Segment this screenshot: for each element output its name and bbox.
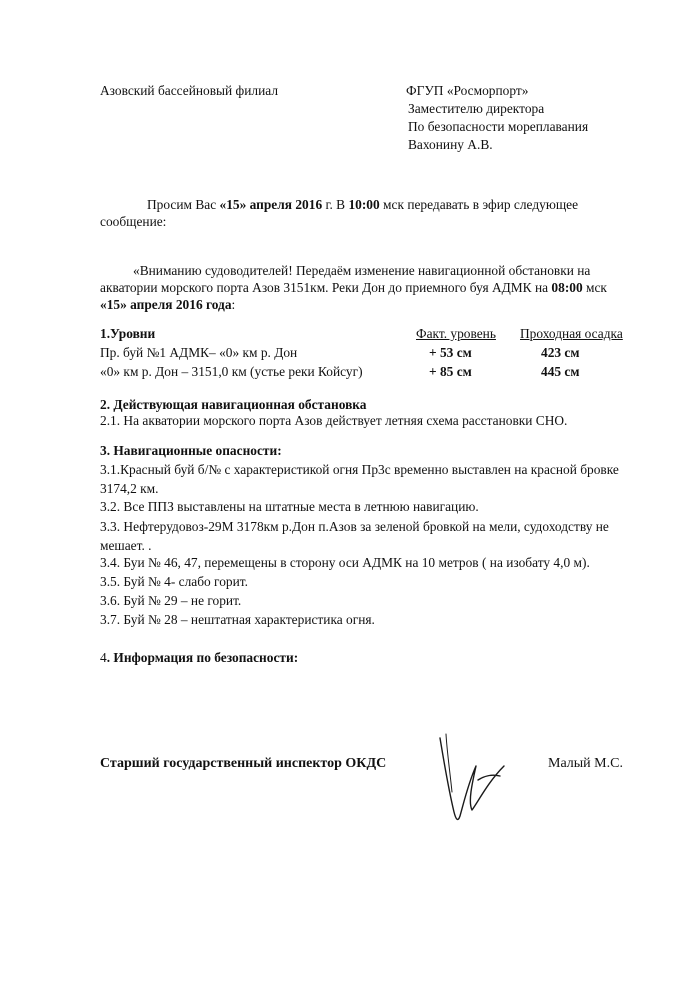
message-time: 08:00 [551, 280, 583, 295]
message-line-3-end: : [231, 297, 236, 312]
levels-col-draft: Проходная осадка [520, 326, 623, 341]
levels-row-draft: 423 см [541, 345, 580, 360]
section-4-number: 4 [100, 650, 107, 665]
levels-row-fact: + 85 см [429, 364, 472, 379]
levels-title: 1.Уровни [100, 326, 156, 341]
signatory-position: Старший государственный инспектор ОКДС [100, 756, 387, 771]
request-paragraph [100, 196, 630, 230]
signatory-name: Малый М.С. [548, 756, 623, 771]
levels-header-row [100, 326, 640, 344]
hazard-item: 3.1.Красный буй б/№ с характеристикой огня Пр3с временно выставлен на красной бровке 3174,2 км. [100, 462, 619, 496]
recipient-name: Вахонину А.В. [408, 137, 493, 152]
request-text-end: мск передавать в эфир следующее [379, 197, 579, 212]
request-time: 10:00 [348, 197, 380, 212]
levels-row [100, 364, 640, 382]
sender-name: Азовский бассейновый филиал [100, 83, 278, 98]
section-2-title: 2. Действующая навигационная обстановка [100, 397, 367, 412]
message-paragraph [100, 262, 630, 313]
section-4-title [100, 650, 298, 666]
message-date: «15» апреля 2016 года [100, 297, 232, 312]
recipient-department: По безопасности мореплавания [408, 119, 589, 134]
section-4-label: . Информация по безопасности: [106, 650, 299, 665]
handwritten-signature [432, 732, 512, 827]
request-text-mid: г. В [322, 197, 349, 212]
hazard-item: 3.2. Все ППЗ выставлены на штатные места в летнюю навигацию. [100, 499, 479, 514]
hazard-item: 3.4. Буи № 46, 47, перемещены в сторону оси АДМК на 10 метров ( на изобату 4,0 м). [100, 555, 590, 570]
levels-row-name: Пр. буй №1 АДМК– «0» км р. Дон [100, 345, 298, 360]
hazard-item: 3.7. Буй № 28 – нештатная характеристика огня. [100, 612, 375, 627]
request-date: «15» апреля 2016 [219, 197, 323, 212]
recipient-position: Заместителю директора [408, 101, 545, 116]
levels-row-fact: + 53 см [429, 345, 472, 360]
message-line-2-text: акватории морского порта Азов 3151км. Реки Дон до приемного буя АДМК на [100, 280, 552, 295]
levels-row [100, 345, 640, 363]
levels-row-name: «0» км р. Дон – 3151,0 км (устье реки Койсуг) [100, 364, 363, 379]
hazard-item: 3.6. Буй № 29 – не горит. [100, 593, 242, 608]
section-2-text: 2.1. На акватории морского порта Азов действует летняя схема расстановки СНО. [100, 413, 568, 428]
levels-row-draft: 445 см [541, 364, 580, 379]
hazard-item: 3.3. Нефтерудовоз-29М 3178км р.Дон п.Азов за зеленой бровкой на мели, судоходству не мешает. . [100, 519, 609, 553]
levels-col-fact: Факт. уровень [416, 326, 496, 341]
section-3-title: 3. Навигационные опасности: [100, 443, 282, 458]
request-text-start: Просим Вас [147, 197, 220, 212]
message-line-1: «Вниманию судоводителей! Передаём изменение навигационной обстановки на [133, 263, 591, 278]
request-line-2: сообщение: [100, 214, 167, 229]
hazard-item: 3.5. Буй № 4- слабо горит. [100, 574, 248, 589]
recipient-org: ФГУП «Росморпорт» [406, 83, 529, 98]
message-line-2-end: мск [582, 280, 607, 295]
